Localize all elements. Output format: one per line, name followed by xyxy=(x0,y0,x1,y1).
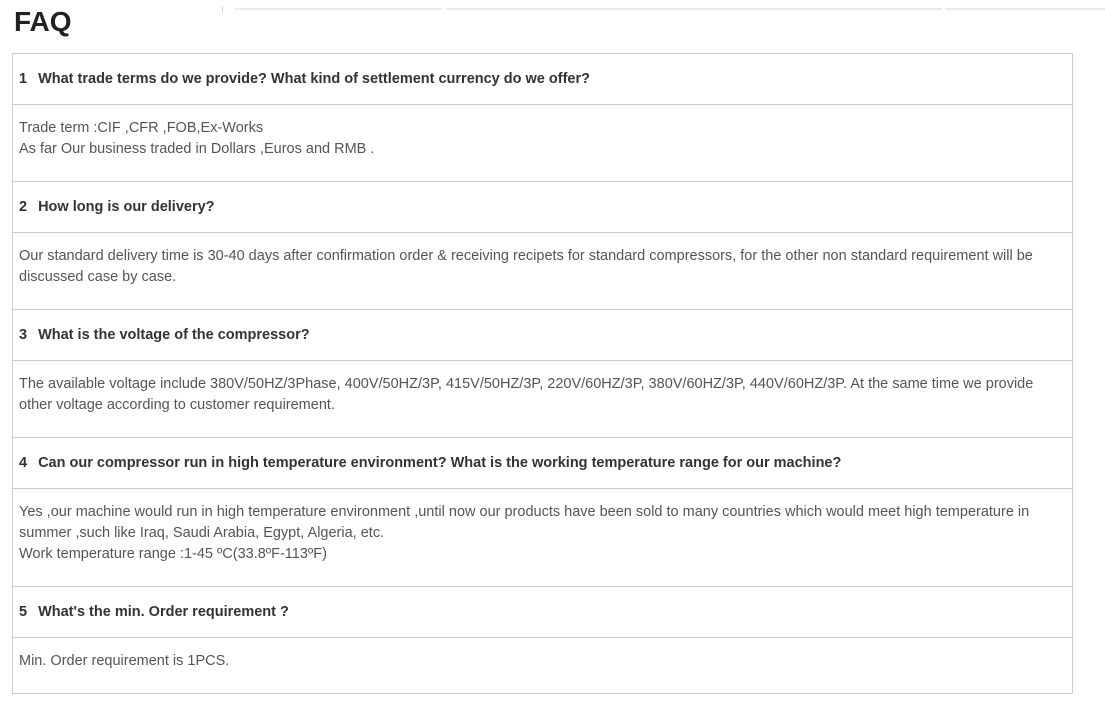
faq-answer-row xyxy=(13,105,1072,182)
question-number: 5 xyxy=(19,604,28,620)
answer-paragraph: The available voltage include 380V/50HZ/3Phase, 400V/50HZ/3P, 415V/50HZ/3P, 220V/60HZ/3P, 380V/60HZ/3P, 440V/60HZ/3P. At the same time we provide other voltage according to customer requirement. xyxy=(19,376,1034,413)
tab-underline-segment xyxy=(945,8,1105,10)
answer-paragraph: As far Our business traded in Dollars ,Euros and RMB . xyxy=(19,141,375,157)
answer-paragraph: Our standard delivery time is 30-40 days after confirmation order & receiving recipets for standard compressors, for the other non standard requirement will be discussed case by case. xyxy=(19,248,1033,285)
faq-question-row xyxy=(13,587,1072,638)
question-number: 2 xyxy=(19,199,28,215)
tab-underline-segment xyxy=(445,8,942,10)
faq-answer-row xyxy=(13,361,1072,438)
answer-paragraph: Work temperature range :1-45 ºC(33.8ºF-113ºF) xyxy=(19,546,327,562)
faq-question-row xyxy=(13,438,1072,489)
faq-question-row xyxy=(13,310,1072,361)
faq-answer-row xyxy=(13,233,1072,310)
answer-paragraph: Min. Order requirement is 1PCS. xyxy=(19,653,230,669)
question-text: Can our compressor run in high temperature environment? What is the working temperature range for our machine? xyxy=(38,455,842,471)
question-number: 3 xyxy=(19,327,28,343)
faq-answer-row xyxy=(13,489,1072,587)
answer-paragraph: Yes ,our machine would run in high temperature environment ,until now our products have been sold to many countries which would meet high temperature in summer ,such like Iraq, Saudi Arabia, Egypt, Algeria, etc. xyxy=(19,504,1030,541)
faq-table xyxy=(12,53,1073,694)
question-text: What is the voltage of the compressor? xyxy=(38,327,310,343)
tab-edge-divider xyxy=(222,6,223,13)
question-text: What's the min. Order requirement ? xyxy=(38,604,289,620)
tab-underline-segment xyxy=(235,8,442,10)
question-number: 1 xyxy=(19,71,28,87)
page-title: FAQ xyxy=(14,6,72,37)
faq-question-row xyxy=(13,182,1072,233)
faq-question-row xyxy=(13,54,1072,105)
question-text: What trade terms do we provide? What kind of settlement currency do we offer? xyxy=(38,71,590,87)
question-text: How long is our delivery? xyxy=(38,199,215,215)
question-number: 4 xyxy=(19,455,28,471)
answer-paragraph: Trade term :CIF ,CFR ,FOB,Ex-Works xyxy=(19,120,264,136)
faq-answer-row xyxy=(13,638,1072,693)
